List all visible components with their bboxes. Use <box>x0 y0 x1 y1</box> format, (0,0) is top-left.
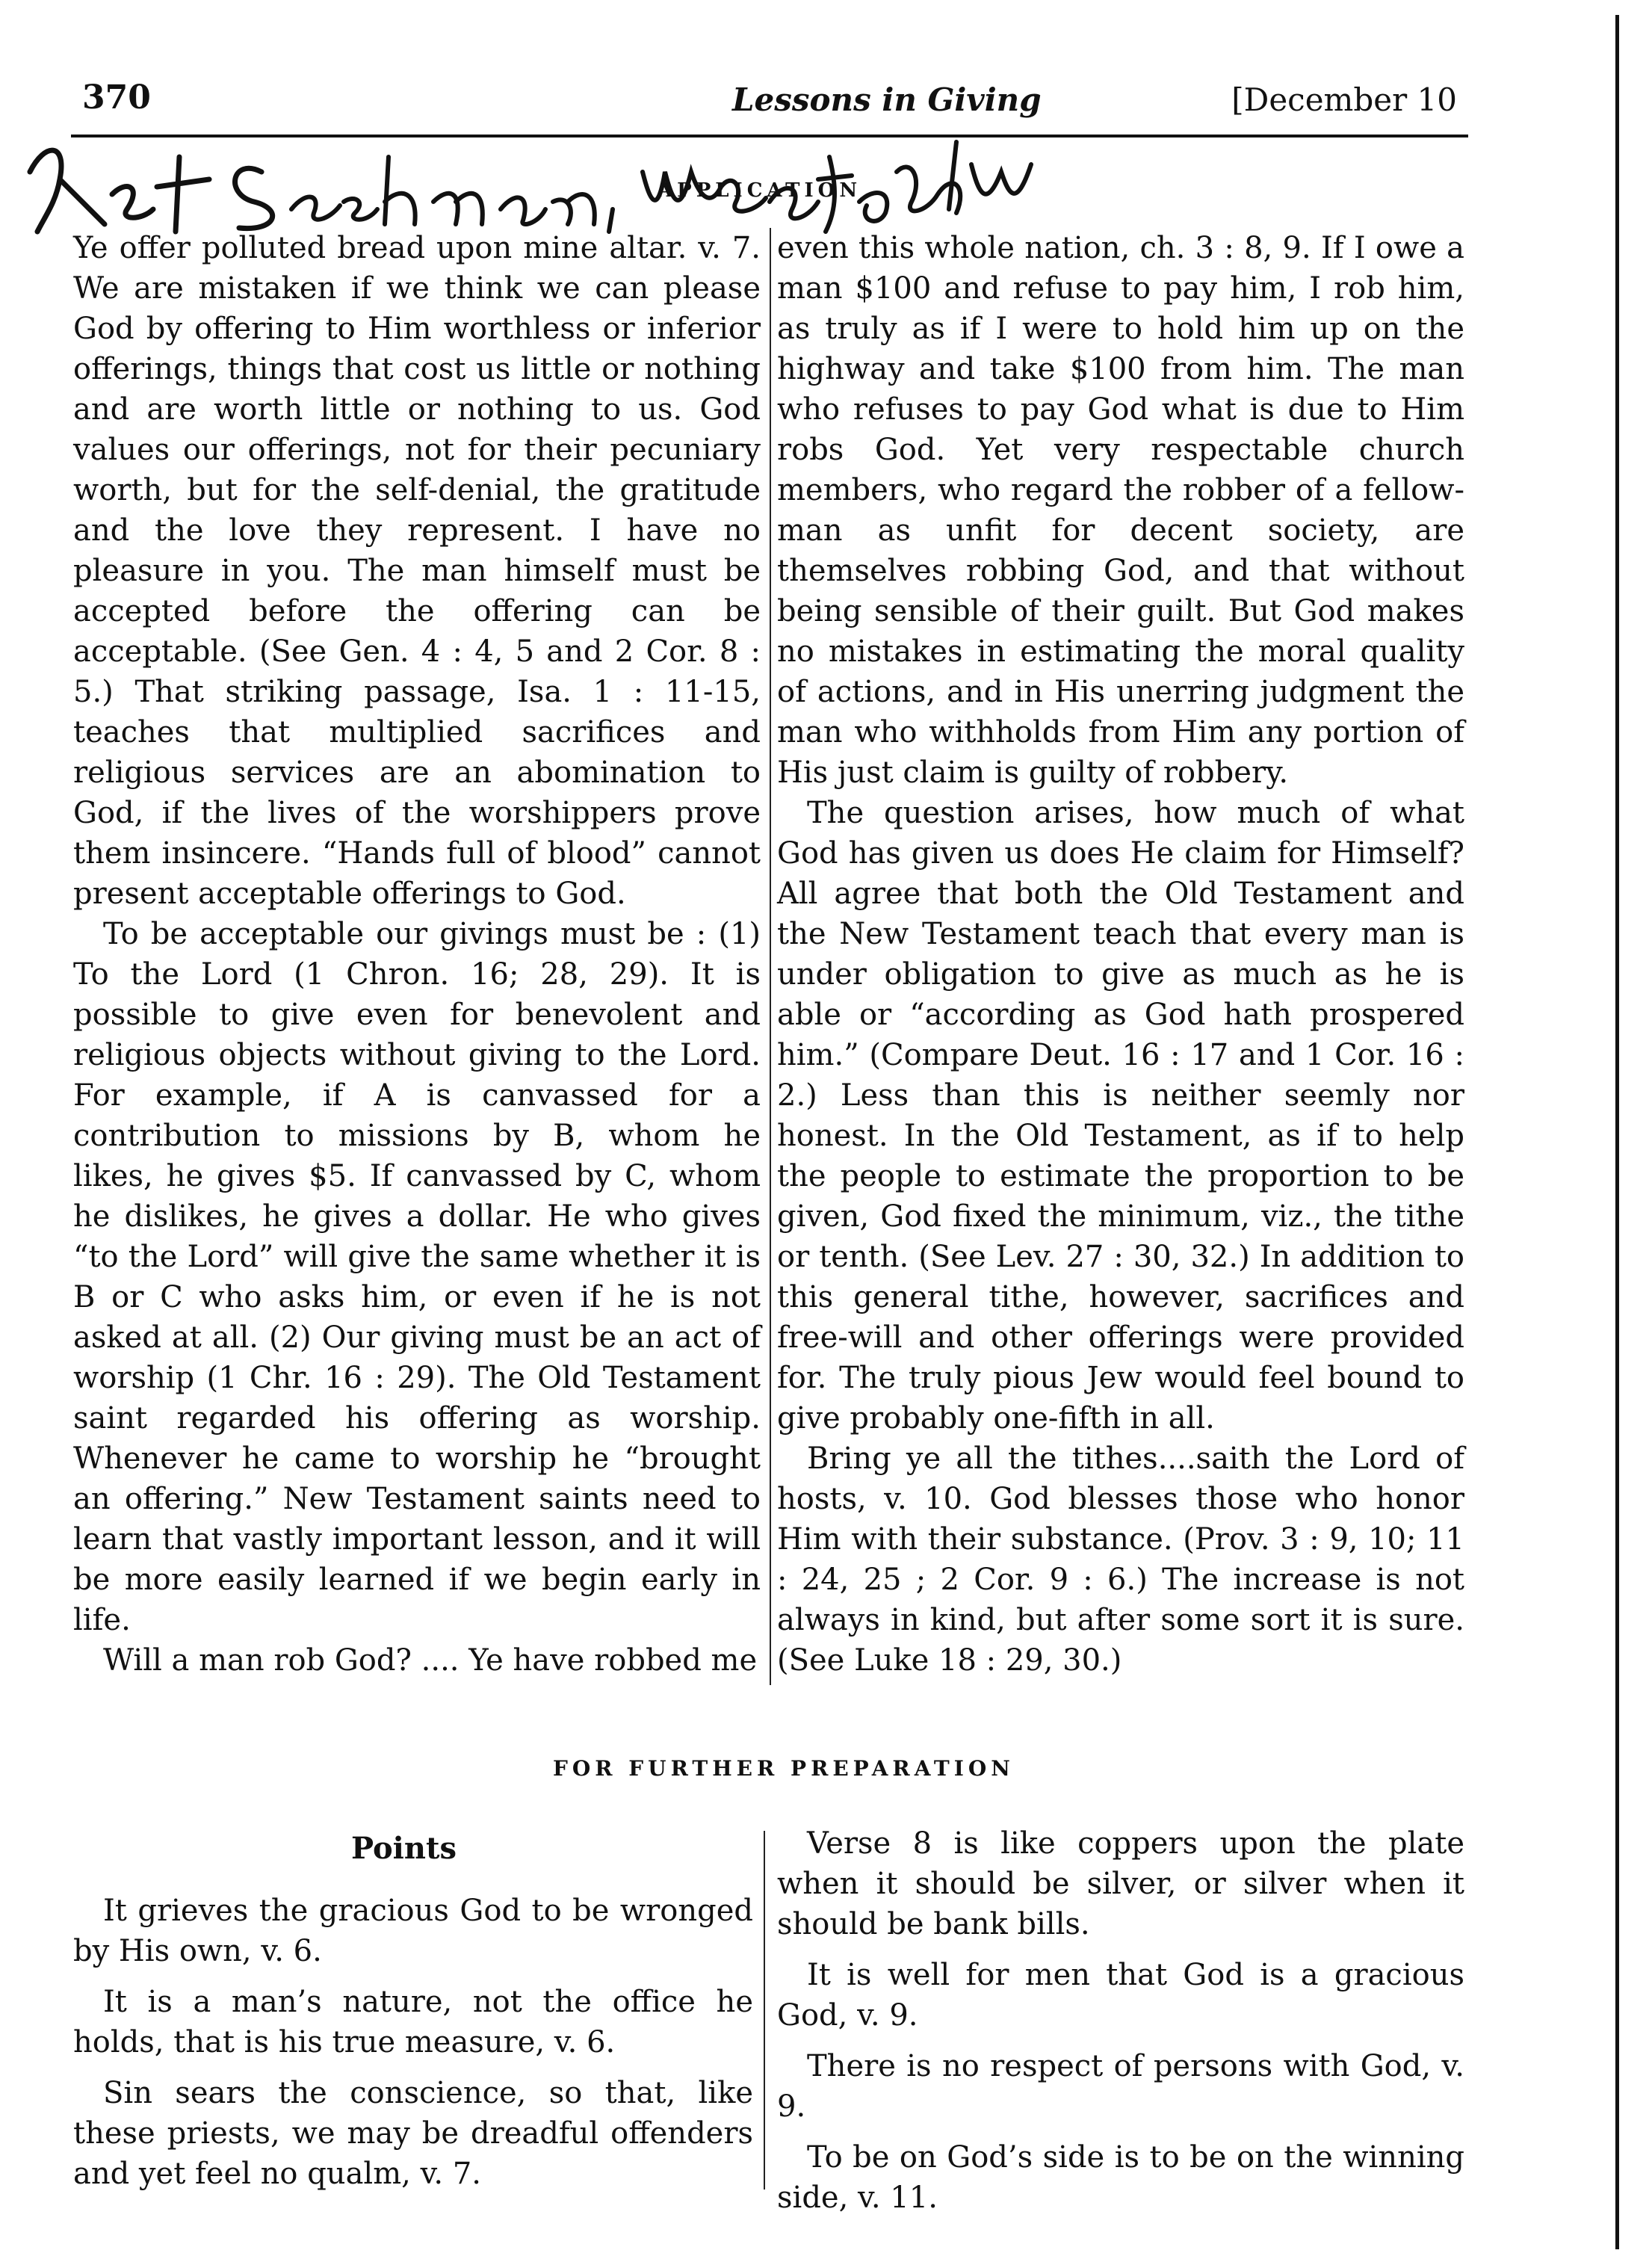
further-preparation-heading: FOR FURTHER PREPARATION <box>553 1756 1015 1781</box>
application-right-column <box>777 228 1464 1681</box>
point-item: Sin sears the conscience, so that, like these priests, we may be dreadful offenders and yet feel no qualm, v. 7. <box>73 2076 753 2191</box>
point-item: It grieves the gracious God to be wronged by His own, v. 6. <box>73 1894 753 1968</box>
column-divider <box>770 228 771 1685</box>
application-heading: APPLICATION <box>658 179 862 202</box>
application-paragraph: The question arises, how much of what God has given us does He claim for Himself? All agree that both the Old Testament and the New Testament teach that every man is under obligation to give as much as he is able or “according as God hath prospered him.” (Compare Deut. 16 : 17 and 1 Cor. 16 : 2.) Less than this is neither seemly nor honest. In the Old Testament, as if to help the people to estimate the proportion to be given, God fixed the minimum, viz., the tithe or tenth. (See Lev. 27 : 30, 32.) In addition to this general tithe, however, sacrifices and free-will and other offerings were provided for. The truly pious Jew would feel bound to give probably one-fifth in all. <box>777 796 1464 1436</box>
application-paragraph: even this whole nation, ch. 3 : 8, 9. If I owe a man $100 and refuse to pay him, I rob him, as truly as if I were to hold him up on the highway and take $100 from him. The man who refuses to pay God what is due to Him robs God. Yet very respectable church members, who regard the robber of a fellow-man as unfit for decent society, are themselves robbing God, and that without being sensible of their guilt. But God makes no mistakes in estimating the moral quality of actions, and in His unerring judgment the man who withholds from Him any portion of His just claim is guilty of robbery. <box>777 231 1464 790</box>
point-item: There is no respect of persons with God, v. 9. <box>777 2049 1464 2124</box>
application-paragraph: To be acceptable our givings must be : (1) To the Lord (1 Chron. 16; 28, 29). It is possible to give even for benevolent and religious objects without giving to the Lord. For example, if A is canvassed for a contribution to missions by B, whom he likes, he gives $5. If canvassed by C, whom he dislikes, he gives a dollar. He who gives “to the Lord” will give the same whether it is B or C who asks him, or even if he is not asked at all. (2) Our giving must be an act of worship (1 Chr. 16 : 29). The Old Testament saint regarded his offering as worship. Whenever he came to worship he “brought an offering.” New Testament saints need to learn that vastly important lesson, and it will be more easily learned if we begin early in life. <box>73 917 761 1637</box>
header-date: [December 10 <box>1231 81 1457 118</box>
application-paragraph: Bring ye all the tithes....saith the Lord of hosts, v. 10. God blesses those who honor Him with their substance. (Prov. 3 : 9, 10; 11 : 24, 25 ; 2 Cor. 9 : 6.) The increase is not always in kind, but after some sort it is sure. (See Luke 18 : 29, 30.) <box>777 1441 1464 1678</box>
handwritten-signature <box>15 127 1061 239</box>
application-paragraph: Will a man rob God? .... Ye have robbed me <box>103 1643 758 1678</box>
points-left-column <box>73 1891 753 2204</box>
points-heading: Points <box>351 1831 457 1866</box>
point-item: It is a man’s nature, not the office he holds, that is his true measure, v. 6. <box>73 1985 753 2059</box>
running-title: Lessons in Giving <box>732 81 1042 118</box>
page-edge-line <box>1615 15 1619 2249</box>
application-paragraph: Ye offer polluted bread upon mine altar. v. 7. We are mistaken if we think we can please God by offering to Him worthless or inferior offerings, things that cost us little or nothing and are worth little or nothing to us. God values our offerings, not for their pecuniary worth, but for the self-denial, the gratitude and the love they represent. I have no pleasure in you. The man himself must be accepted before the offering can be acceptable. (See Gen. 4 : 4, 5 and 2 Cor. 8 : 5.) That striking passage, Isa. 1 : 11-15, teaches that multiplied sacrifices and religious services are an abomination to God, if the lives of the worshippers prove them insincere. “Hands full of blood” cannot present acceptable offerings to God. <box>73 231 761 911</box>
page-number: 370 <box>82 78 151 117</box>
point-item: To be on God’s side is to be on the winning side, v. 11. <box>777 2140 1464 2215</box>
column-divider <box>764 1831 765 2190</box>
points-right-column <box>777 1823 1464 2228</box>
point-item: It is well for men that God is a gracious God, v. 9. <box>777 1958 1464 2033</box>
application-left-column <box>73 228 761 1681</box>
point-item: Verse 8 is like coppers upon the plate when it should be silver, or silver when it should be bank bills. <box>777 1826 1464 1941</box>
page-header <box>82 78 1457 131</box>
